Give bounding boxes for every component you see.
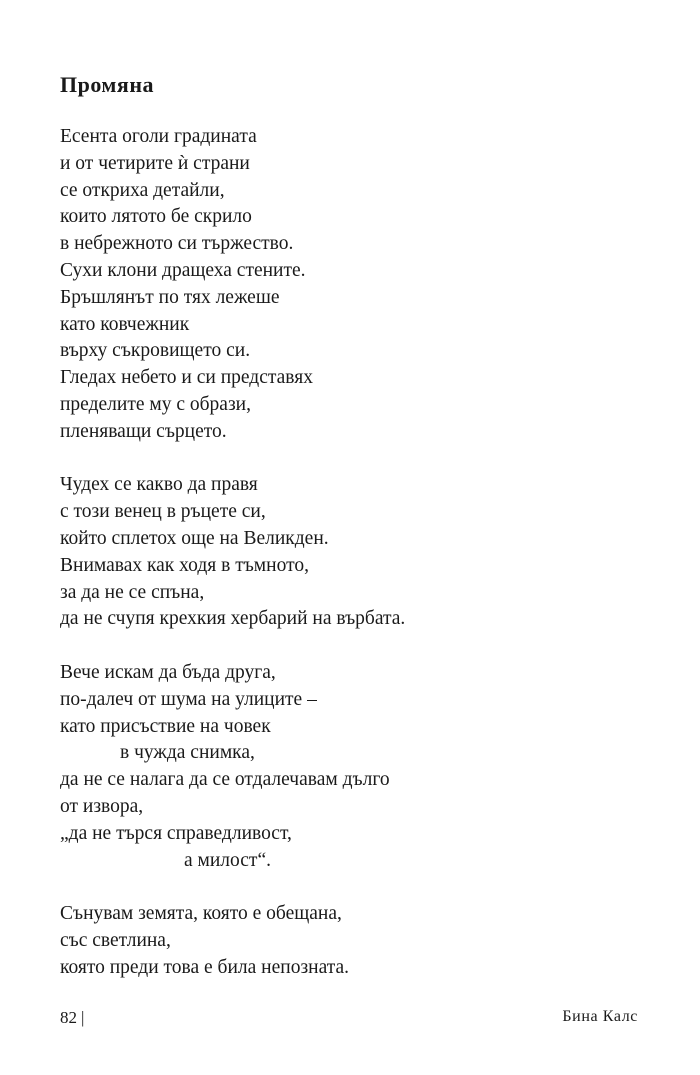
poem-line: като присъствие на човек: [60, 715, 271, 737]
poem-line: със светлина,: [60, 929, 171, 951]
poem-line: да не счупя крехкия хербарий на върбата.: [60, 608, 406, 630]
poem-body: [60, 124, 660, 1008]
poem-line: като ковчежник: [60, 313, 190, 335]
poem-line: „да не търся справедливост,: [60, 822, 292, 844]
running-footer-author: Бина Калс: [562, 1008, 638, 1025]
poem-line: която преди това е била непозната.: [60, 956, 350, 978]
stanza-2: [60, 472, 660, 633]
stanza-4: [60, 901, 660, 981]
poem-line-indented: а милост“.: [184, 849, 271, 871]
poem-title: Промяна: [60, 72, 154, 97]
poem-line: се откриха детайли,: [60, 179, 225, 201]
poem-line: Бръшлянът по тях лежеше: [60, 286, 280, 308]
stanza-3: [60, 660, 660, 874]
poem-line: и от четирите ѝ страни: [60, 152, 250, 174]
poem-line: Внимавах как ходя в тъмното,: [60, 554, 309, 576]
poem-line: Есента оголи градината: [60, 126, 257, 147]
poem-line: да не се налага да се отдалечавам дълго: [60, 769, 390, 791]
poem-line: който сплетох още на Великден.: [60, 527, 329, 549]
footer-separator: |: [81, 1008, 85, 1027]
page-number: 82: [60, 1008, 77, 1027]
poem-line: с този венец в ръцете си,: [60, 501, 266, 523]
poem-line: за да не се спъна,: [60, 581, 205, 603]
poem-line: Гледах небето и си представях: [60, 367, 313, 389]
stanza-1: [60, 124, 660, 446]
poem-line: по-далеч от шума на улиците –: [60, 688, 317, 710]
poem-line: от извора,: [60, 795, 144, 817]
poem-line: Сънувам земята, която е обещана,: [60, 903, 342, 925]
poem-line: пленяващи сърцето.: [60, 420, 227, 442]
poem-line: Вече искам да бъда друга,: [60, 661, 276, 683]
poem-line-indented: в чужда снимка,: [120, 742, 255, 764]
poem-line: пределите му с образи,: [60, 393, 251, 415]
poem-line: в небрежното си тържество.: [60, 233, 294, 255]
poem-line: Чудех се какво да правя: [60, 474, 258, 496]
poem-line: върху съкровището си.: [60, 340, 251, 362]
page-footer-left: [60, 1008, 84, 1028]
poem-line: които лятото бе скрило: [60, 206, 252, 228]
poem-line: Сухи клони дращеха стените.: [60, 259, 306, 281]
